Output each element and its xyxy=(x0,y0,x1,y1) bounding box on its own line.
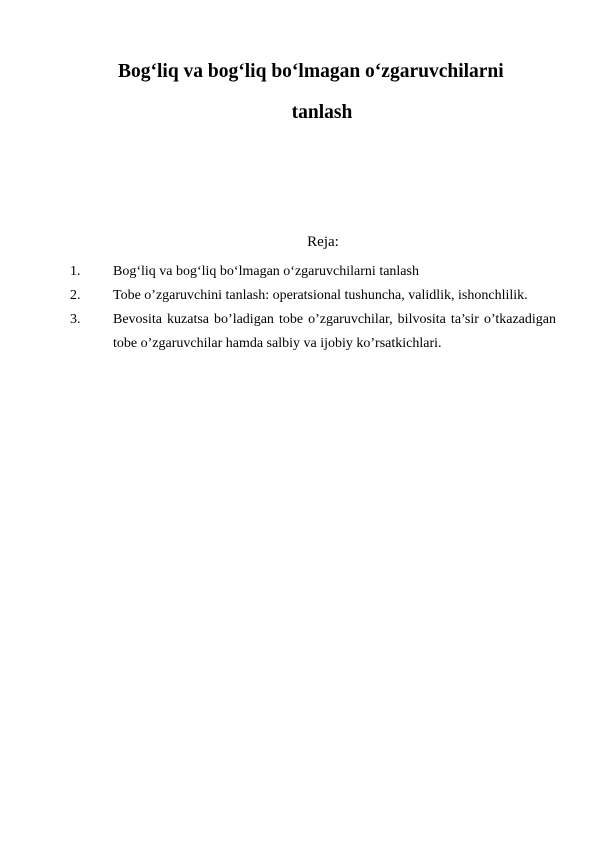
title-line-2: tanlash xyxy=(291,102,353,123)
plan-item-number: 2. xyxy=(70,288,81,303)
plan-item-2 xyxy=(70,284,556,308)
plan-item-3 xyxy=(70,308,556,356)
plan-item-text: Bog‘liq va bog‘liq bo‘lmagan o‘zgaruvchilarni tanlash xyxy=(113,264,419,279)
plan-heading: Reja: xyxy=(307,234,339,250)
plan-item-number: 1. xyxy=(70,264,81,279)
plan-item-number: 3. xyxy=(70,312,81,327)
plan-item-text: Bevosita kuzatsa bo’ladigan tobe o’zgaruvchilar, bilvosita ta’sir o’tkazadigan tobe o’zgaruvchilar hamda salbiy va ijobiy ko’rsatkichlari. xyxy=(113,312,556,351)
plan-item-1 xyxy=(70,260,556,284)
title-line-1: Bog‘liq va bog‘liq bo‘lmagan o‘zgaruvchilarni xyxy=(118,61,504,82)
plan-item-text: Tobe o’zgaruvchini tanlash: operatsional tushuncha, validlik, ishonchlilik. xyxy=(113,288,528,303)
plan-list xyxy=(70,260,556,356)
